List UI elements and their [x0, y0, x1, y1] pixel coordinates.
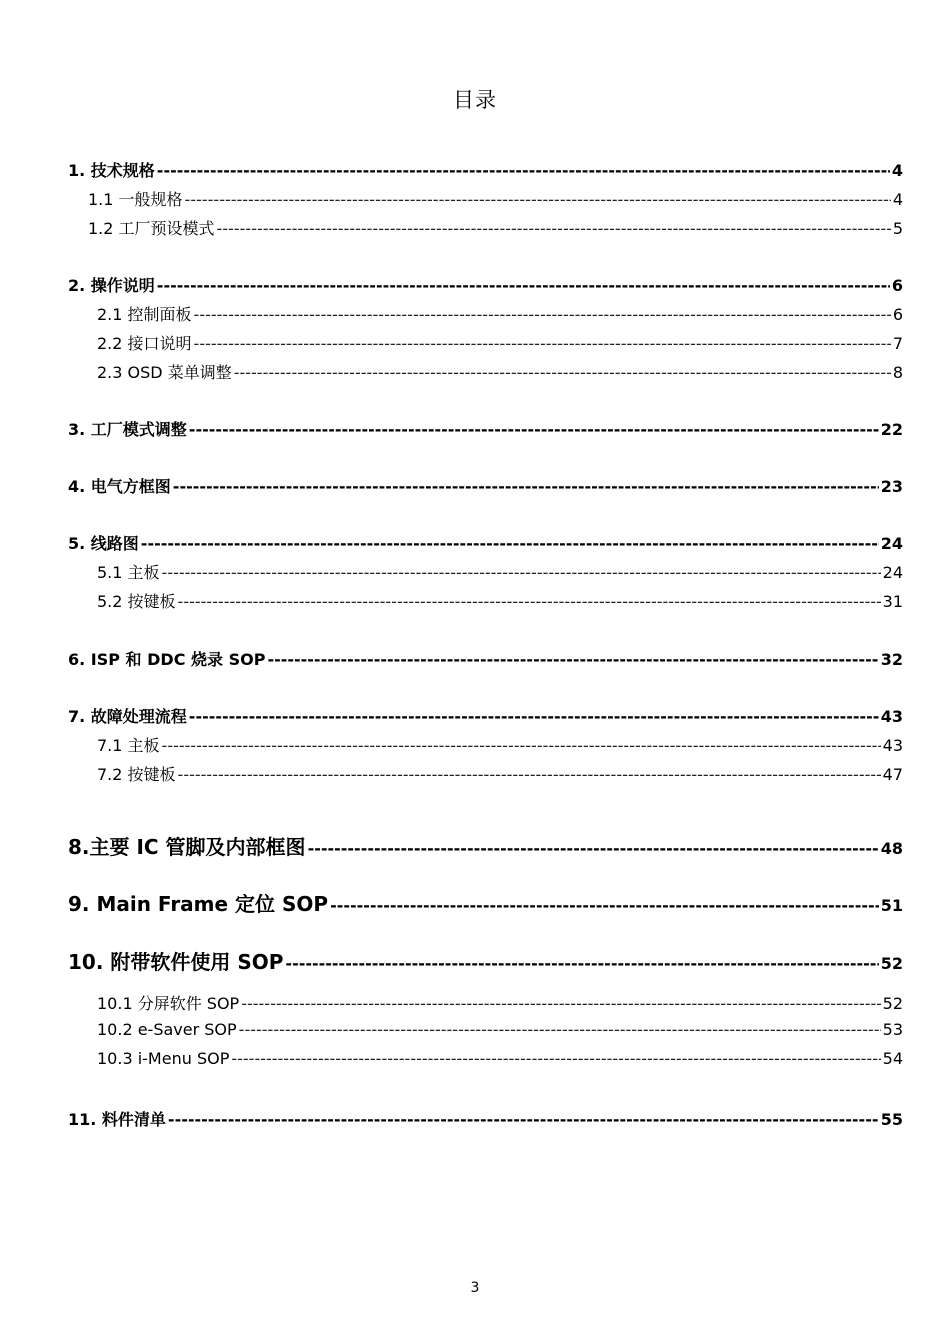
toc-entry-10[interactable]: [68, 946, 903, 975]
toc-entry-1-1[interactable]: [88, 187, 903, 210]
toc-entry-page: 22: [880, 420, 903, 439]
toc-entry-page: 5: [892, 219, 903, 238]
toc-entry-page: 32: [880, 650, 903, 669]
toc-entry-page: 24: [880, 534, 903, 553]
toc-entry-label: 1.2 工厂预设模式: [88, 219, 215, 238]
toc-entry-8[interactable]: [68, 831, 903, 860]
toc-entry-label: 3. 工厂模式调整: [68, 420, 187, 439]
toc-entry-2-1[interactable]: [97, 302, 903, 325]
toc-entry-label: 2.1 控制面板: [97, 305, 192, 324]
toc-entry-label: 1. 技术规格: [68, 161, 155, 180]
toc-entry-7-2[interactable]: [97, 762, 903, 785]
toc-entry-page: 23: [880, 477, 903, 496]
toc-entry-label: 2.2 接口说明: [97, 334, 192, 353]
toc-entry-label: 11. 料件清单: [68, 1110, 166, 1129]
dot-leader: [267, 650, 878, 669]
toc-entry-7[interactable]: [68, 704, 903, 727]
dot-leader: [157, 276, 890, 295]
dot-leader: [231, 1049, 880, 1068]
dot-leader: [330, 896, 879, 915]
toc-entry-10-2[interactable]: [97, 1020, 903, 1039]
toc-entry-2-3[interactable]: [97, 360, 903, 383]
toc-entry-2-2[interactable]: [97, 331, 903, 354]
toc-entry-page: 52: [882, 994, 903, 1013]
dot-leader: [239, 1020, 881, 1039]
toc-entry-page: 24: [882, 563, 903, 582]
toc-entry-page: 31: [882, 592, 903, 611]
toc-entry-page: 51: [880, 896, 903, 915]
toc-entry-page: 4: [892, 190, 903, 209]
toc-entry-label: 4. 电气方框图: [68, 477, 171, 496]
toc-entry-label: 10.2 e-Saver SOP: [97, 1020, 237, 1039]
toc-entry-label: 10.1 分屏软件 SOP: [97, 994, 240, 1013]
toc-entry-7-1[interactable]: [97, 733, 903, 756]
toc-entry-4[interactable]: [68, 474, 903, 497]
toc-entry-3[interactable]: [68, 417, 903, 440]
toc-entry-label: 10. 附带软件使用 SOP: [68, 950, 284, 974]
toc-entry-page: 43: [880, 707, 903, 726]
toc-entry-5-2[interactable]: [97, 589, 903, 612]
toc-entry-page: 47: [882, 765, 903, 784]
toc-entry-page: 43: [882, 736, 903, 755]
dot-leader: [178, 765, 881, 784]
toc-entry-page: 4: [891, 161, 903, 180]
toc-entry-label: 9. Main Frame 定位 SOP: [68, 892, 329, 916]
toc-entry-label: 8.主要 IC 管脚及内部框图: [68, 835, 306, 859]
dot-leader: [285, 954, 878, 973]
dot-leader: [162, 736, 881, 755]
toc-entry-page: 52: [880, 954, 903, 973]
toc-entry-page: 7: [892, 334, 903, 353]
dot-leader: [234, 363, 891, 382]
toc-entry-page: 54: [882, 1049, 903, 1068]
dot-leader: [194, 334, 891, 353]
toc-entry-label: 5. 线路图: [68, 534, 139, 553]
dot-leader: [141, 534, 879, 553]
toc-entry-label: 10.3 i-Menu SOP: [97, 1049, 230, 1068]
toc-entry-page: 6: [892, 305, 903, 324]
toc-title: 目录: [453, 88, 497, 112]
dot-leader: [189, 707, 879, 726]
toc-entry-label: 5.1 主板: [97, 563, 160, 582]
toc-entry-page: 8: [892, 363, 903, 382]
toc-entry-page: 6: [891, 276, 903, 295]
dot-leader: [217, 219, 891, 238]
toc-entry-label: 5.2 按键板: [97, 592, 176, 611]
dot-leader: [185, 190, 891, 209]
dot-leader: [162, 563, 881, 582]
dot-leader: [157, 161, 890, 180]
dot-leader: [173, 477, 879, 496]
toc-entry-page: 48: [880, 839, 903, 858]
toc-entry-label: 2. 操作说明: [68, 276, 155, 295]
toc-entry-page: 55: [880, 1110, 903, 1129]
toc-entry-label: 1.1 一般规格: [88, 190, 183, 209]
dot-leader: [308, 839, 879, 858]
toc-entry-label: 7.2 按键板: [97, 765, 176, 784]
toc-entry-2[interactable]: [68, 273, 903, 296]
toc-entry-5[interactable]: [68, 531, 903, 554]
dot-leader: [241, 994, 880, 1013]
toc-entry-9[interactable]: [68, 888, 903, 917]
dot-leader: [168, 1110, 879, 1129]
toc-entry-1[interactable]: [68, 158, 903, 181]
toc-entry-5-1[interactable]: [97, 560, 903, 583]
toc-entry-label: 6. ISP 和 DDC 烧录 SOP: [68, 650, 266, 669]
dot-leader: [178, 592, 881, 611]
toc-entry-6[interactable]: [68, 647, 903, 670]
toc-entry-10-3[interactable]: [97, 1049, 903, 1068]
toc-entry-1-2[interactable]: [88, 216, 903, 239]
toc-entry-label: 7.1 主板: [97, 736, 160, 755]
dot-leader: [189, 420, 879, 439]
toc-entry-label: 7. 故障处理流程: [68, 707, 187, 726]
toc-entry-label: 2.3 OSD 菜单调整: [97, 363, 232, 382]
toc-entry-10-1[interactable]: [97, 991, 903, 1014]
toc-entry-page: 53: [882, 1020, 903, 1039]
page-number: 3: [470, 1280, 480, 1296]
toc-entry-11[interactable]: [68, 1107, 903, 1130]
dot-leader: [194, 305, 891, 324]
